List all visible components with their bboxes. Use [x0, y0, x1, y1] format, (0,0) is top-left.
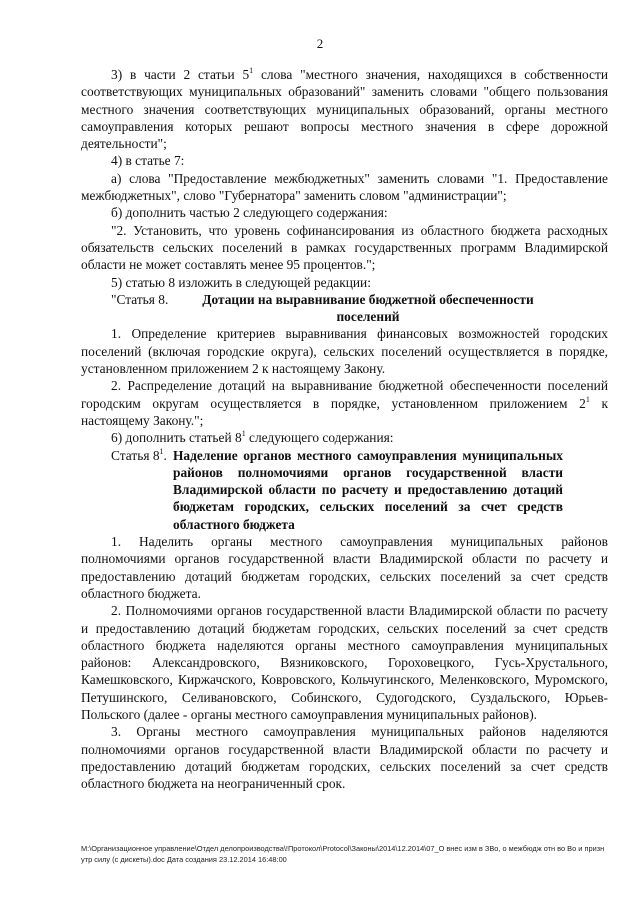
paragraph-art8-part1: 1. Определение критериев выравнивания финансовых возможностей городских поселений (включая городские округа), сельских поселений осуществляется в порядке, установленном приложением 2 к настоящему Закону. [81, 326, 608, 377]
paragraph-item-3 [81, 66, 608, 152]
paragraph-art81-part3: 3. Органы местного самоуправления муниципальных районов наделяются полномочиями органов государственной власти Владимирской области по расчету и предоставлению дотаций бюджетам городских, сельских поселений за счет средств областного бюджета на неограниченный срок. [81, 724, 608, 792]
paragraph-quote-part2: "2. Установить, что уровень софинансирования из областного бюджета расходных обязательств сельских поселений в рамках государственных программ Владимирской области не может составлять менее 95 процентов."; [81, 222, 608, 273]
article-label [81, 447, 173, 533]
article-title: Дотации на выравнивание бюджетной обеспеченности поселений [202, 291, 534, 325]
paragraph-item-4a: а) слова "Предоставление межбюджетных" заменить словами "1. Предоставление межбюджетных", слово "Губернатора" заменить словом "администрации"; [81, 170, 608, 204]
page-number: 2 [316, 36, 324, 51]
superscript: 1 [249, 66, 254, 75]
article-label-text: . [163, 447, 167, 463]
paragraph-item-6 [81, 429, 608, 446]
article-label: "Статья 8. [111, 291, 169, 307]
document-body [81, 66, 608, 792]
paragraph-text: следующего содержания: [245, 430, 394, 446]
superscript: 1 [241, 429, 246, 439]
paragraph-text: слова "местного значения, находящихся в собственности соответствующих муниципальных образований" заменить словами "общего пользования местного значения соответствующих муниципальных образований, органы местного самоуправления которых решают вопросы местного значения в сфере дорожной деятельности"; [81, 67, 608, 152]
paragraph-text: к настоящему Закону."; [81, 395, 608, 428]
paragraph-art8-part2 [81, 377, 608, 429]
paragraph-item-4b: б) дополнить частью 2 следующего содержания: [111, 205, 388, 221]
article-label-text: Статья 8 [111, 447, 160, 463]
paragraph-item-5: 5) статью 8 изложить в следующей редакции: [111, 274, 371, 290]
file-path-footer: M:\Организационное управление\Отдел делопроизводства\!Протокол\Protocol\Законы\2014\12.2014\07_О внес изм в ЗВо, о межбюдж отн во Во и призн утр силу (с дискеты).doc Дата создания 23.12.2014 16:48:00 [81, 844, 605, 864]
paragraph-text: 6) дополнить статьей 8 [111, 430, 242, 446]
paragraph-art81-part1: 1. Наделить органы местного самоуправления муниципальных районов полномочиями органов государственной власти Владимирской области по расчету и предоставлению дотаций бюджетам городских, сельских поселений за счет средств областного бюджета. [81, 534, 608, 601]
superscript: 1 [585, 394, 590, 404]
article-8-1-heading [81, 447, 608, 533]
paragraph-text: 3) в части 2 статьи 5 [111, 67, 250, 82]
paragraph-item-4: 4) в статье 7: [111, 153, 185, 169]
superscript: 1 [159, 446, 164, 456]
paragraph-art81-part2: 2. Полномочиями органов государственной власти Владимирской области по расчету и предоставлению дотаций бюджетам городских, сельских поселений за счет средств областного бюджета наделяются органы местного самоуправления муниципальных районов: Александровского, Вязниковского, Гороховецкого, Гусь-Хрустального, Камешковского, Киржачского, Ковровского, Кольчугинского, Меленковского, Муромского, Петушинского, Селивановского, Собинского, Судогодского, Суздальского, Юрьев-Польского (далее - органы местного самоуправления муниципальных районов). [81, 603, 608, 722]
article-8-heading [81, 291, 608, 326]
article-title: Наделение органов местного самоуправления муниципальных районов полномочиями органов государственной власти Владимирской области по расчету и предоставлению дотаций бюджетам городских, сельских поселений за счет средств областного бюджета [173, 447, 563, 532]
paragraph-text: 2. Распределение дотаций на выравнивание бюджетной обеспеченности поселений городским округам осуществляется в порядке, установленном приложением 2 [81, 378, 608, 411]
